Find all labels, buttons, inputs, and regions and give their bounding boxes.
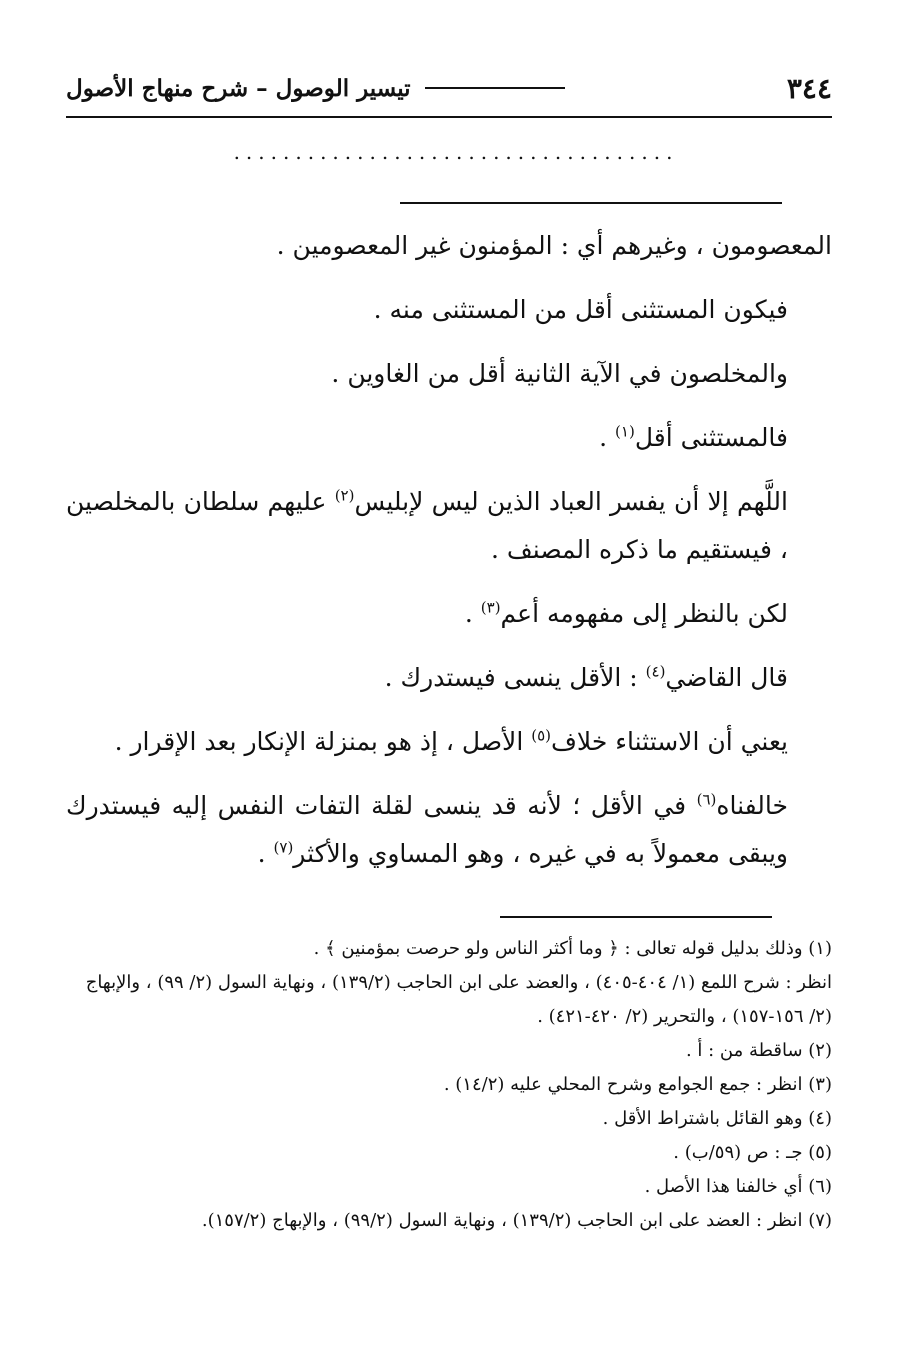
paragraph-1: المعصومون ، وغيرهم أي : المؤمنون غير المعصومين .	[276, 231, 832, 260]
text: عليهم سلطان بالمخلصين ، فيستقيم ما ذكره المصنف .	[66, 487, 788, 564]
text: : الأقل ينسى فيستدرك .	[384, 663, 646, 692]
section-rule	[400, 202, 782, 204]
footnote-3: (٣) انظر : جمع الجوامع وشرح المحلي عليه (١٤/٢) .	[443, 1074, 832, 1095]
header-rule	[66, 116, 832, 118]
text: فالمستثنى أقل	[634, 423, 788, 452]
footnote-4: (٤) وهو القائل باشتراط الأقل .	[602, 1108, 832, 1129]
footnote-6: (٦) أي خالفنا هذا الأصل .	[644, 1176, 832, 1197]
footnote-2: (٢) ساقطة من : أ .	[685, 1040, 832, 1061]
paragraph-3: والمخلصون في الآية الثانية أقل من الغاوين .	[331, 359, 788, 388]
paragraph-9	[66, 782, 832, 878]
running-title-wrap	[66, 75, 579, 102]
footnote-1: (١) وذلك بدليل قوله تعالى : ﴿ وما أكثر الناس ولو حرصت بمؤمنين ﴾ .	[313, 938, 832, 959]
text: .	[599, 423, 616, 452]
text: خالفناه	[716, 791, 788, 820]
paragraph-4	[66, 414, 832, 462]
page-header	[66, 66, 832, 110]
text: لكن بالنظر إلى مفهومه أعم	[500, 599, 788, 628]
omission-dots: ....................................	[233, 140, 679, 164]
main-text	[66, 222, 832, 894]
paragraph-2: فيكون المستثنى أقل من المستثنى منه .	[373, 295, 788, 324]
footnote-separator	[500, 916, 772, 918]
page-number: ٣٤٤	[786, 71, 832, 105]
text: الأصل ، إذ هو بمنزلة الإنكار بعد الإقرار .	[114, 727, 532, 756]
footnote-ref-7[interactable]: (٧)	[273, 838, 294, 857]
text: .	[257, 839, 274, 868]
footnote-5: (٥) جـ : ص (٥٩/ب) .	[673, 1142, 832, 1163]
footnote-ref-2[interactable]: (٢)	[334, 486, 355, 505]
text: يعني أن الاستثناء خلاف	[551, 727, 788, 756]
paragraph-7	[66, 654, 832, 702]
paragraph-6	[66, 590, 832, 638]
footnote-ref-4[interactable]: (٤)	[645, 662, 666, 681]
paragraph-8	[66, 718, 832, 766]
footnote-1-continued: انظر : شرح اللمع (١/ ٤٠٤-٤٠٥) ، والعضد على ابن الحاجب (١٣٩/٢) ، ونهاية السول (٢/ ٩٩) ، والإبهاج (٢/ ١٥٦-١٥٧) ، والتحرير (٢/ ٤٢٠-٤٢١) .	[85, 972, 832, 1027]
footnote-ref-1[interactable]: (١)	[615, 422, 635, 441]
footnote-ref-5[interactable]: (٥)	[531, 726, 551, 745]
footnote-7: (٧) انظر : العضد على ابن الحاجب (١٣٩/٢) ، ونهاية السول (٩٩/٢) ، والإبهاج (١٥٧/٢).	[201, 1210, 832, 1231]
running-title: تيسير الوصول – شرح منهاج الأصول	[66, 74, 411, 102]
text: اللَّهم إلا أن يفسر العباد الذين ليس لإبليس	[354, 487, 788, 516]
text: قال القاضي	[665, 663, 788, 692]
footnotes	[66, 932, 832, 1238]
paragraph-5	[66, 478, 832, 574]
text: في الأقل ؛ لأنه قد ينسى لقلة التفات النفس إليه فيستدرك ويبقى معمولاً به في غيره ، وهو المساوي والأكثر	[66, 791, 788, 868]
title-rule	[425, 87, 565, 89]
footnote-ref-6[interactable]: (٦)	[696, 790, 717, 809]
footnote-ref-3[interactable]: (٣)	[480, 598, 501, 617]
text: .	[464, 599, 481, 628]
